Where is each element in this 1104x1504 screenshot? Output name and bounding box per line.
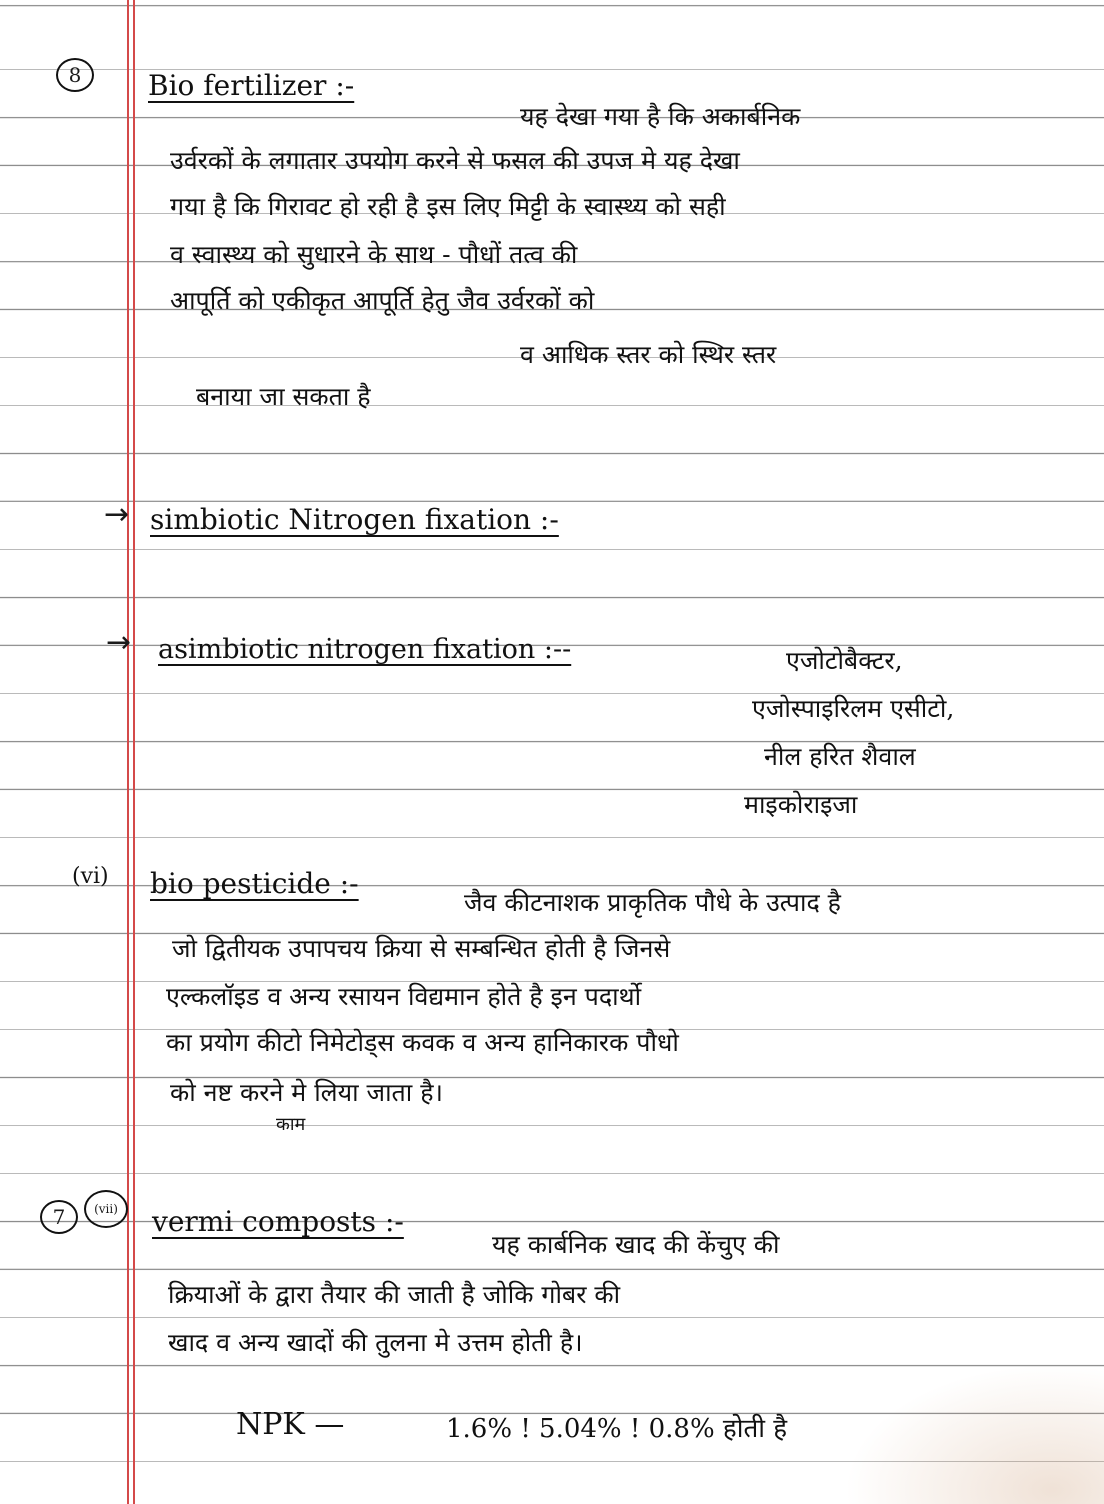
section-number: 8 — [56, 58, 94, 92]
biofertilizer-line: आपूर्ति को एकीकृत आपूर्ति हेतु जैव उर्वरकों को — [170, 286, 595, 315]
margin-line — [133, 0, 135, 1504]
biopesticide-correction: काम — [276, 1114, 306, 1135]
vermicompost-line: क्रियाओं के द्वारा तैयार की जाती है जोकि गोबर की — [168, 1280, 621, 1309]
paper-stain — [844, 1364, 1104, 1504]
asymbiotic-item: नील हरित शैवाल — [764, 742, 916, 771]
asymbiotic-item: एजोटोबैक्टर, — [786, 646, 903, 675]
biofertilizer-line: बनाया जा सकता है — [196, 382, 371, 411]
asymbiotic-heading: asimbiotic nitrogen fixation :-- — [158, 634, 572, 665]
biofertilizer-line: यह देखा गया है कि अकार्बनिक — [520, 102, 801, 131]
margin-line — [127, 0, 129, 1504]
section-number: 7 — [40, 1200, 78, 1234]
section-number: (vi) — [72, 864, 109, 889]
biopesticide-line: का प्रयोग कीटो निमेटोड्स कवक व अन्य हानिकारक पौधो — [166, 1028, 679, 1057]
biopesticide-line: को नष्ट करने मे लिया जाता है। — [170, 1078, 443, 1107]
vermicompost-line: यह कार्बनिक खाद की केंचुए की — [492, 1230, 780, 1259]
biofertilizer-line: व स्वास्थ्य को सुधारने के साथ - पौधों तत्व की — [170, 240, 578, 269]
biopesticide-line: एल्कलॉइड व अन्य रसायन विद्यमान होते है इन पदार्थो — [166, 982, 642, 1011]
biopesticide-line: जो द्वितीयक उपापचय क्रिया से सम्बन्धित होती है जिनसे — [172, 934, 671, 963]
asymbiotic-item: माइकोराइजा — [744, 790, 858, 819]
biopesticide-heading: bio pesticide :- — [150, 867, 359, 900]
biofertilizer-line: उर्वरकों के लगातार उपयोग करने से फसल की उपज मे यह देखा — [170, 146, 740, 175]
symbiotic-heading: simbiotic Nitrogen fixation :- — [150, 503, 559, 536]
biofertilizer-line: गया है कि गिरावट हो रही है इस लिए मिट्टी के स्वास्थ्य को सही — [170, 192, 726, 221]
vermicompost-heading: vermi composts :- — [152, 1205, 404, 1238]
asymbiotic-item: एजोस्पाइरिलम एसीटो, — [752, 694, 955, 723]
npk-values: 1.6% ! 5.04% ! 0.8% होती है — [446, 1414, 788, 1444]
vermicompost-line: खाद व अन्य खादों की तुलना मे उत्तम होती है। — [168, 1328, 583, 1357]
biofertilizer-heading: Bio fertilizer :- — [148, 69, 355, 102]
section-subnumber: (vii) — [84, 1190, 128, 1228]
arrow-icon: → — [106, 625, 132, 660]
npk-label: NPK — — [236, 1407, 345, 1442]
biopesticide-line: जैव कीटनाशक प्राकृतिक पौधे के उत्पाद है — [464, 888, 841, 917]
biofertilizer-line: व आधिक स्तर को स्थिर स्तर — [520, 340, 777, 369]
arrow-icon: → — [104, 497, 130, 532]
